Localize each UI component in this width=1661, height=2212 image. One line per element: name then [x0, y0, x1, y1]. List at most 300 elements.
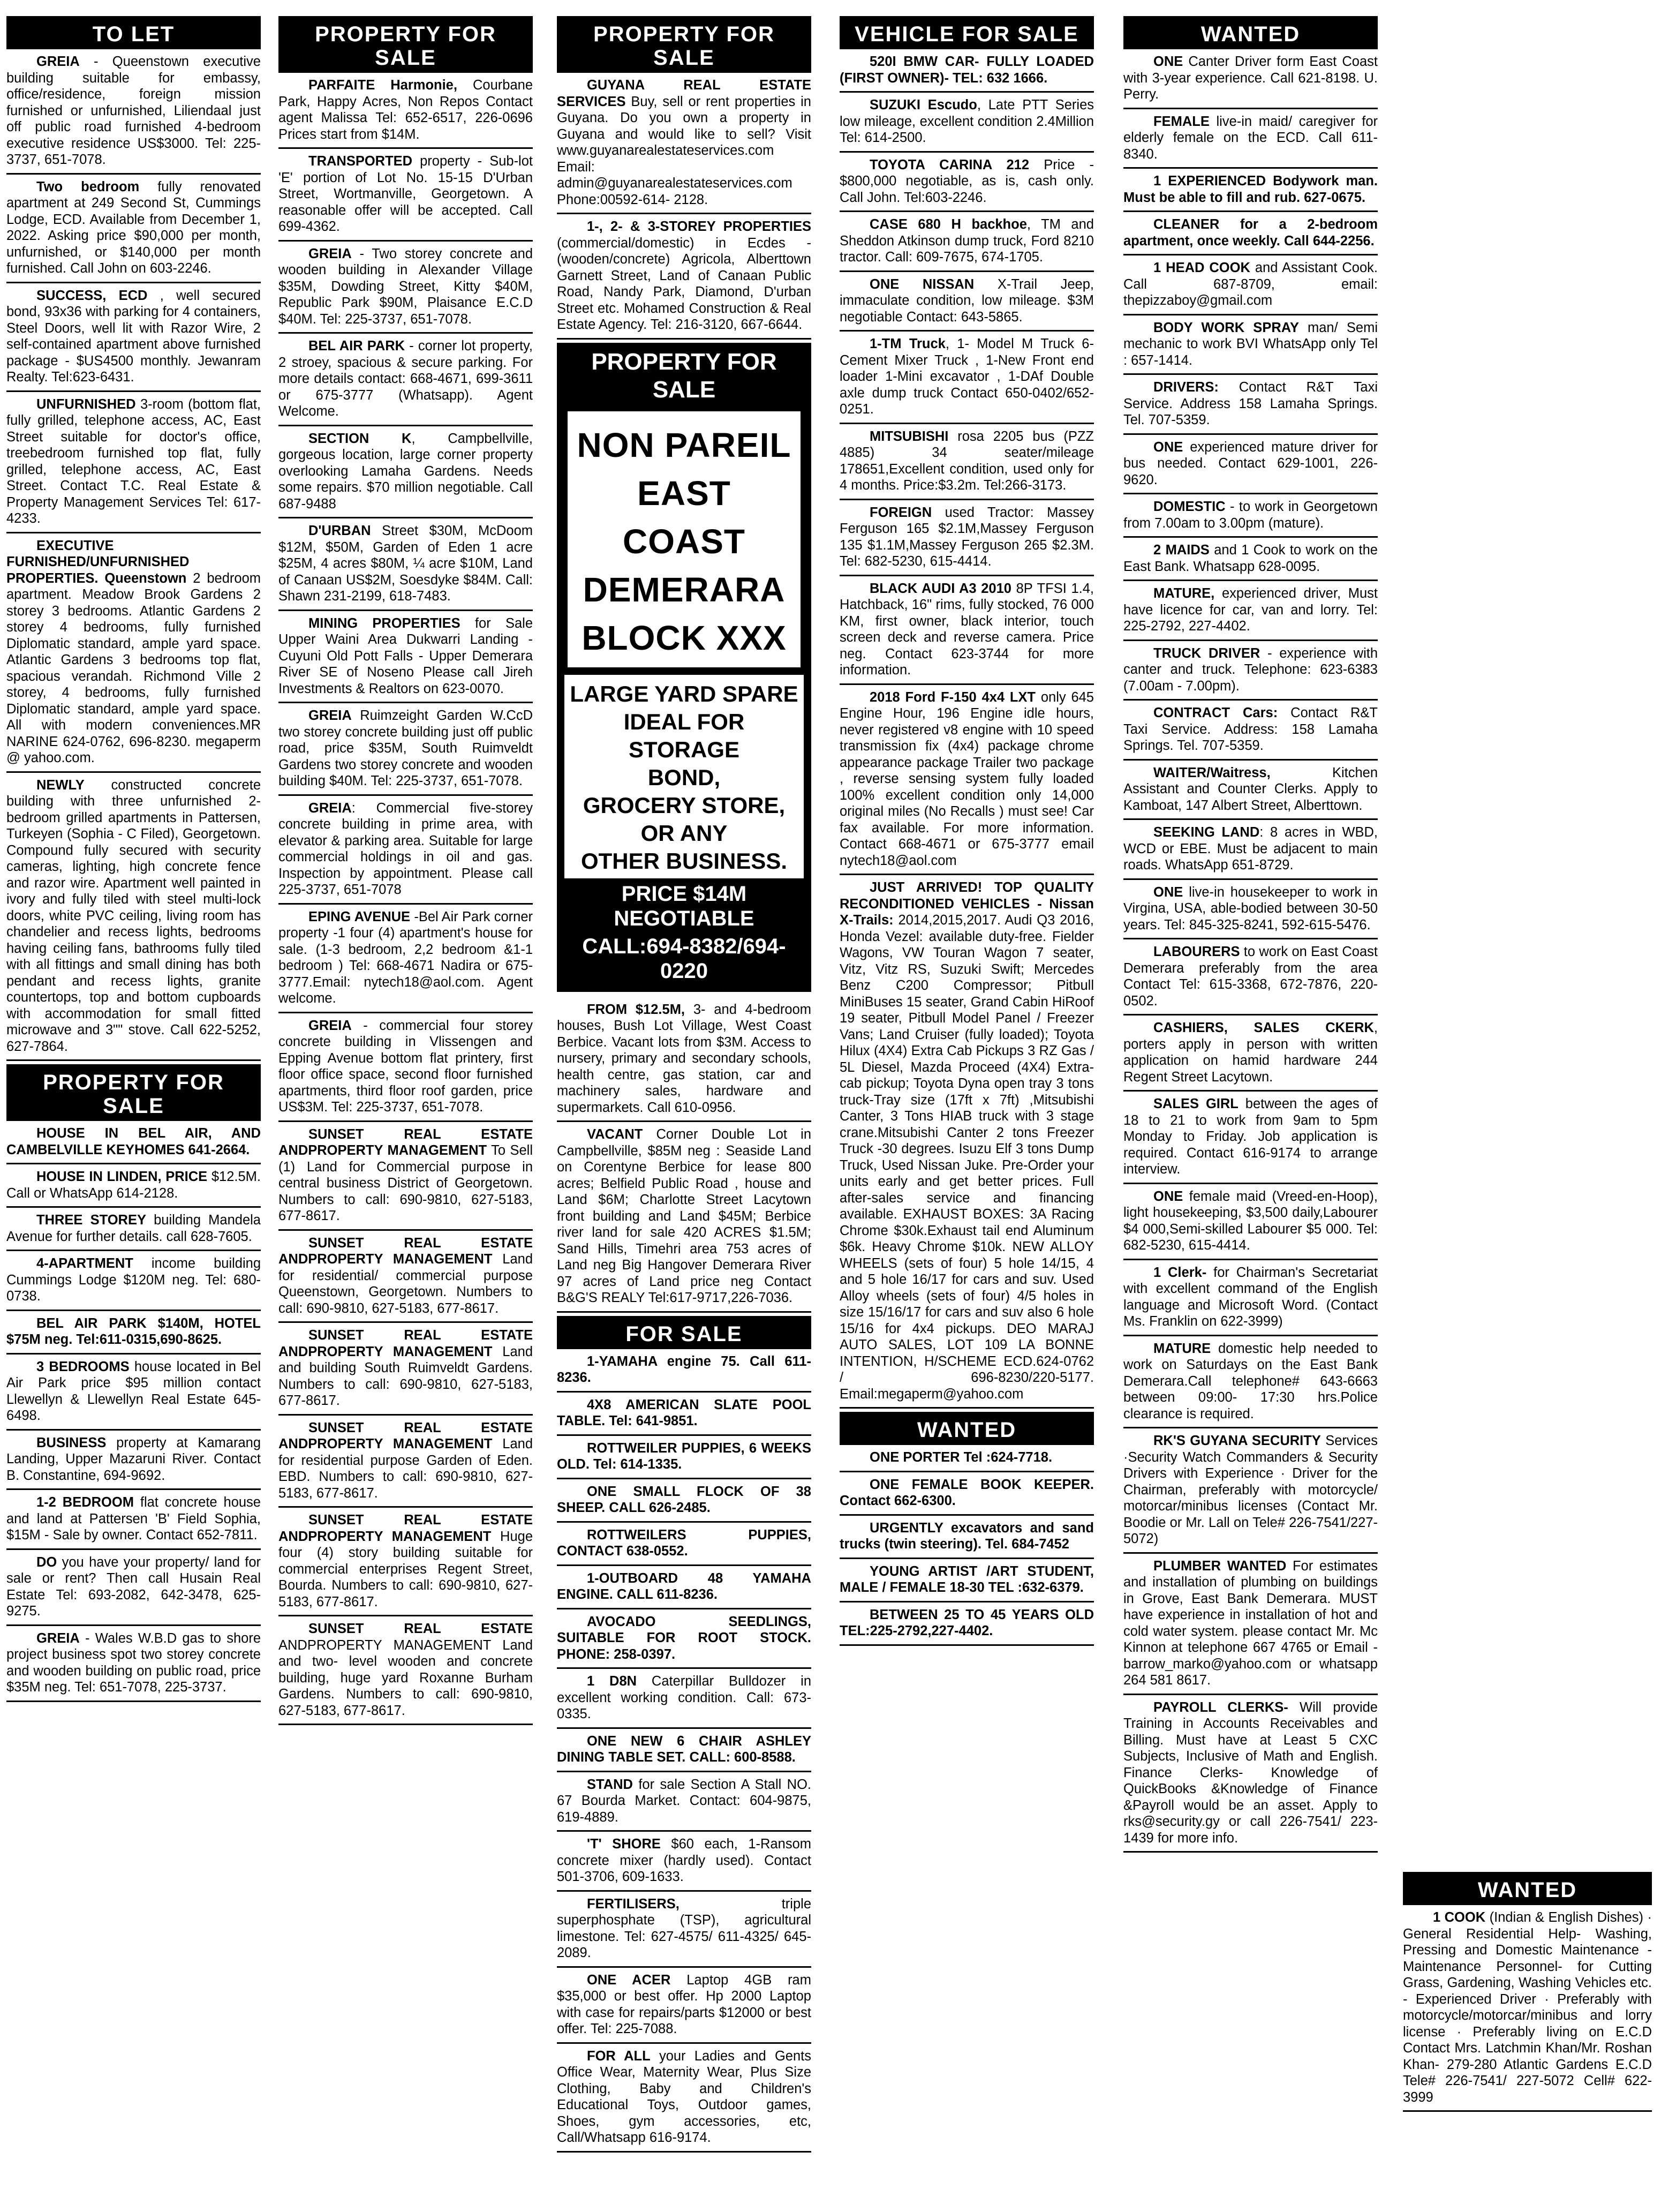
ad-lead: AVOCADO SEEDLINGS, SUITABLE FOR ROOT STOCK. PHONE: 258-0397.: [557, 1614, 811, 1662]
classified-ad: [557, 1772, 811, 1832]
classified-ad: [278, 73, 533, 149]
ad-text: 2014,2015,2017. Audi Q3 2016, Honda Vezel: available duty-free. Fielder Wagons, VW Touran Wagon 7 seater, Vitz, Vitz RS, Suzuki Swift; Mercedes Benz C200 Compressor; Pitbull MiniBuses 15 seater, Grand Cabin HiRoof 19 seater, Pitbull Model Panel / Freezer Vans; Land Cruiser (fully loaded); Toyota Hilux (4X4) Extra Cab Pickups 3 RZ Gas / 5L Diesel, Mazda Proceed (4X4) Extra-cab pickup; Toyota Dyna open tray 3 tons truck-Tray size (17ft x 7ft) ,Mitsubishi Canter, 3 Tons HIAB truck with 3 stage crane.Mitsubishi Canter 2 tons Freezer Truck -30 degrees. Isuzu Elf 3 tons Dump Truck, Used Nissan Juke. Pre-Order your units early and get better prices. Full after-sales service and financing available. EXHAUST BOXES: 3A Racing Chrome $30k.Exhaust tail end Aluminum $6k. Heavy Chrome $10k. NEW ALLOY WHEELS (sets of four) 5 hole 14/15, 4 and 5 hole 16/17 for cars and suv. Used Alloy wheels (sets of four) 4/5 holes in size 15/16/17 for cars and suv also 6 hole 15/16 for 4x4 pickups. DEO MARAJ AUTO SALES, LOT 109 LA BONNE INTENTION, H/SCHEME ECD.624-0762 / 696-8230/220-5177. Email:megaperm@yahoo.com: [840, 913, 1094, 1402]
ad-lead: TRANSPORTED: [308, 154, 413, 169]
column-4: [840, 16, 1094, 1646]
ad-lead: ONE NISSAN: [870, 276, 975, 292]
ad-text: flat concrete house and land at Pattersen 'B' Field Sophia, $15M - Sale by owner. Contact 652-7811.: [6, 1495, 261, 1543]
classified-ad: [278, 426, 533, 519]
ad-lead: GUYANA REAL ESTATE SERVICES: [557, 78, 811, 109]
display-ad-body-line: OTHER BUSINESS.: [580, 848, 788, 874]
classified-ad: [1123, 1260, 1378, 1336]
ad-lead: ONE: [1153, 439, 1183, 455]
classified-ad: [840, 272, 1094, 332]
property-for-sale-list-2: [278, 73, 533, 1725]
classified-ad: [557, 73, 811, 214]
ad-lead: 4X8 AMERICAN SLATE POOL TABLE. Tel: 641-9851.: [557, 1397, 811, 1428]
section-header-to-let: TO LET: [6, 16, 261, 49]
property-for-sale-list-1: [6, 1121, 261, 1702]
ad-lead: SUNSET REAL ESTATE ANDPROPERTY MANAGEMENT: [278, 1420, 533, 1451]
ad-text: Canter Driver form East Coast with 3-year experience. Call 621-8198. U. Perry.: [1123, 54, 1378, 102]
column-3: [557, 16, 811, 2153]
classified-ad: [1123, 1336, 1378, 1429]
classified-ad: [557, 2044, 811, 2153]
ad-lead: 1-TM Truck: [870, 336, 946, 351]
ad-lead: STAND: [587, 1777, 633, 1792]
ad-lead: DRIVERS:: [1153, 380, 1219, 395]
ad-lead: MATURE: [1153, 1341, 1211, 1356]
ad-lead: GREIA: [36, 1630, 80, 1646]
ad-text: Price - $800,000 negotiable, as is, cash only. Call John. Tel:603-2246.: [840, 157, 1094, 205]
ad-text: between the ages of 18 to 21 to work from 9am to 5pm Monday to Friday. Job application is required. Contact 616-9174 to arrange interview.: [1123, 1096, 1378, 1177]
ad-lead: GREIA: [308, 800, 352, 816]
ad-text: - to work in Georgetown from 7.00am to 3.00pm (mature).: [1123, 499, 1378, 531]
ad-lead: SUNSET REAL ESTATE: [308, 1621, 533, 1636]
classified-ad: [1123, 538, 1378, 581]
classified-ad: [1123, 1428, 1378, 1554]
classified-ad: [278, 242, 533, 334]
ad-text: Corner Double Lot in Campbellville, $85M neg : Seaside Land on Corentyne Berbice for lease 800 acres; Belfield Public Road , house and Land $6M; Charlotte Street Lacytown front building and Land $45M; Berbice river land for sale 420 ACRES $1.5M; Sand Hills, Timehri area 753 acres of Land neg Big Hangover Demerara River 97 acres of Land price neg Contact B&G'S REALY Tel:617-9717,226-7036.: [557, 1127, 811, 1305]
section-header-vehicle-for-sale: VEHICLE FOR SALE: [840, 16, 1094, 49]
classified-ad: [278, 1013, 533, 1122]
classified-ad: [278, 334, 533, 426]
classified-ad: [1123, 1015, 1378, 1092]
classified-ad: [278, 518, 533, 611]
ad-lead: ROTTWEILERS PUPPIES, CONTACT 638-0552.: [557, 1527, 811, 1559]
ad-lead: URGENTLY excavators and sand trucks (twin steering). Tel. 684-7452: [840, 1520, 1094, 1552]
ad-text: X-Trail Jeep, immaculate condition, low mileage. $3M negotiable Contact: 643-5865.: [840, 276, 1094, 325]
classified-ad: [557, 1523, 811, 1566]
ad-lead: CASHIERS, SALES CKERK: [1153, 1020, 1374, 1035]
ad-lead: ONE ACER: [587, 1972, 671, 1988]
display-ad-non-pareil: [557, 343, 811, 992]
ad-text: 2 bedroom apartment. Meadow Brook Gardens 2 storey 3 bedrooms. Atlantic Gardens 2 storey 4 bedrooms, fully furnished Diplomatic standard, ample yard space. Atlantic Gardens 3 bedrooms top flat, spacious verandah. Richmond Ville 2 storey, 4 bedrooms, fully furnished Diplomatic standard, ample yard space. All with modern conveniences.MR NARINE 624-0762, 696-8230. megaperm @ yahoo.com.: [6, 570, 261, 765]
classified-ad: [6, 773, 261, 1062]
ad-text: Land for residential purpose Garden of Eden. EBD. Numbers to call: 690-9810, 627-5183, 677-8617.: [278, 1436, 533, 1501]
classified-ad: [6, 1208, 261, 1251]
ad-text: Will provide Training in Accounts Receivables and Billing. Must have at Least 5 CXC Subjects, Inclusive of Math and English. Finance Clerks- Knowledge of QuickBooks &Knowledge of Finance &Payroll would be an asset. Apply to rks@security.gy or call 226-7541/ 223-1439 for more info.: [1123, 1699, 1378, 1846]
ad-lead: 3 BEDROOMS: [36, 1359, 130, 1374]
ad-text: Caterpillar Bulldozer in excellent working condition. Call: 673-0335.: [557, 1674, 811, 1721]
ad-text: For estimates and installation of plumbing on buildings in Grove, East Bank Demerara. MUST have experience in installation of hot and cold water system. please contact Mr. Mc Kinnon at telephone 667 4765 or Email - barrow_marko@yahoo.com or whatsapp 264 581 8617.: [1123, 1558, 1378, 1688]
ad-lead: SUNSET REAL ESTATE ANDPROPERTY MANAGEMENT: [278, 1328, 533, 1359]
classified-ad: [840, 576, 1094, 685]
ad-lead: 520I BMW CAR- FULLY LOADED (FIRST OWNER)- TEL: 632 1666.: [840, 54, 1094, 86]
classified-ad: [840, 1559, 1094, 1602]
ad-lead: BODY WORK SPRAY: [1153, 320, 1299, 335]
ad-lead: MINING PROPERTIES: [308, 615, 460, 631]
ad-lead: ONE FEMALE BOOK KEEPER. Contact 662-6300.: [840, 1477, 1094, 1508]
classified-ad: [1123, 255, 1378, 315]
ad-lead: RK'S GUYANA SECURITY: [1153, 1433, 1321, 1448]
classified-ad: [6, 1550, 261, 1626]
ad-lead: ONE SMALL FLOCK OF 38 SHEEP. CALL 626-2485.: [557, 1484, 811, 1515]
classified-ad: [278, 1323, 533, 1416]
ad-text: Contact R&T Taxi Service. Address 158 Lamaha Springs. Tel. 707-5359.: [1123, 380, 1378, 427]
display-ad-body-line: IDEAL FOR STORAGE: [623, 709, 745, 762]
ad-lead: ONE: [1153, 1188, 1183, 1204]
classified-ad: [840, 93, 1094, 153]
ad-lead: TOYOTA CARINA 212: [870, 157, 1030, 172]
display-ad-body-line: BOND,: [647, 764, 721, 790]
display-ad-call: CALL:694-8382/694-0220: [582, 934, 786, 983]
property-for-sale-list-3-bottom: [557, 997, 811, 1313]
to-let-list: [6, 49, 261, 1061]
ad-lead: EPING AVENUE: [308, 909, 411, 924]
ad-lead: BETWEEN 25 TO 45 YEARS OLD TEL:225-2792,227-4402.: [840, 1607, 1094, 1638]
classified-ad: [278, 149, 533, 242]
ad-lead: HOUSE IN LINDEN, PRICE: [36, 1169, 208, 1184]
classified-ad: [1123, 1092, 1378, 1184]
classified-ad: [840, 332, 1094, 424]
ad-lead: GREIA: [308, 1018, 352, 1033]
classified-ad: [6, 1626, 261, 1702]
ad-lead: DOMESTIC: [1153, 499, 1226, 514]
classified-ad: [6, 49, 261, 175]
wanted-list-2: [1123, 49, 1378, 1853]
ad-text: , 1- Model M Truck 6-Cement Mixer Truck , 1-New Front end loader 1-Mini excavator , 1-DAf Double axle dump truck Contact 650-0402/652-0251.: [840, 336, 1094, 417]
classified-ad: [1123, 169, 1378, 212]
ad-lead: Two bedroom: [36, 179, 140, 194]
ad-lead: FERTILISERS,: [587, 1896, 680, 1912]
ad-lead: BEL AIR PARK $140M, HOTEL $75M neg. Tel:611-0315,690-8625.: [6, 1315, 261, 1347]
ad-text: for Chairman's Secretariat with excellent command of the English language and Microsoft Word. (Contact Ms. Franklin on 622-3999): [1123, 1265, 1378, 1329]
ad-text: Services ·Security Watch Commanders & Security Drivers with Experience · Driver for the Chairman, preferably with motorcycle/ motorcar/minibus licenses (Contact Mr. Boodie or Mr. Lall on Tele# 226-7541/227-5072): [1123, 1433, 1378, 1546]
ad-text: Contact R&T Taxi Service. Address: 158 Lamaha Springs. Tel. 707-5359.: [1123, 705, 1378, 753]
ad-lead: BLACK AUDI A3 2010: [870, 581, 1011, 596]
column-6: [1403, 1872, 1652, 2112]
column-2: [278, 16, 533, 1725]
ad-lead: 1-, 2- & 3-STOREY PROPERTIES: [587, 219, 811, 234]
ad-lead: GREIA: [308, 246, 352, 261]
classified-ad: [1123, 1695, 1378, 1853]
ad-lead: VACANT: [587, 1127, 643, 1142]
classified-ad: [6, 1355, 261, 1431]
classified-ad: [557, 997, 811, 1123]
ad-text: fully renovated apartment at 249 Second St, Cummings Lodge, ECD. Available from December 1, 2022. Asking price $90,000 per month, unfurnished, or $140,000 per month furnished. Call John on 603-2246.: [6, 179, 261, 276]
ad-lead: FOR ALL: [587, 2048, 651, 2064]
classified-ad: [6, 1121, 261, 1164]
classified-ad: [840, 153, 1094, 213]
classified-ad: [557, 1479, 811, 1523]
ad-text: income building Cummings Lodge $120M neg. Tel: 680-0738.: [6, 1256, 261, 1304]
property-for-sale-list-3-top: [557, 73, 811, 340]
classified-ad: [278, 1231, 533, 1323]
ad-lead: 1 HEAD COOK: [1153, 260, 1250, 275]
ad-lead: SUZUKI Escudo: [870, 97, 977, 112]
ad-lead: ONE NEW 6 CHAIR ASHLEY DINING TABLE SET. CALL: 600-8588.: [557, 1733, 811, 1765]
ad-lead: FROM $12.5M,: [587, 1002, 685, 1017]
ad-text: Kitchen Assistant and Counter Clerks. Apply to Kamboat, 147 Albert Street, Alberttown.: [1123, 765, 1378, 813]
display-ad-title-line: BLOCK XXX: [582, 618, 787, 657]
ad-text: house located in Bel Air Park price $95 million contact Llewellyn & Llewellyn Real Estate 645-6498.: [6, 1359, 261, 1423]
ad-text: (Indian & English Dishes) · General Residential Help- Washing, Pressing and Domestic Maintenance - Maintenance Personnel- for Cutting Grass, Gardening, Washing Vehicles etc. - Experienced Driver · Preferably with motorcycle/motorcar/minibus and lorry license · Preferably living on E.C.D Contact Mrs. Latchmin Khan/Mr. Roshan Khan- 279-280 Atlantic Gardens E.C.D Tele# 226-7541/ 227-5072 Cell# 622-3999: [1403, 1910, 1652, 2105]
classified-ad: [840, 424, 1094, 500]
ad-lead: 1-2 BEDROOM: [36, 1495, 134, 1510]
classified-ad: [1123, 1554, 1378, 1695]
classified-ad: [557, 1729, 811, 1772]
classified-ad: [1123, 494, 1378, 538]
ad-text: property at Kamarang Landing, Upper Mazaruni River. Contact B. Constantine, 694-9692.: [6, 1435, 261, 1483]
classified-ad: [557, 1122, 811, 1313]
classified-ad: [840, 1472, 1094, 1516]
ad-text: Buy, sell or rent properties in Guyana. Do you own a property in Guyana and would like to sell? Visit www.guyanarealestateservices.com Email: admin@guyanarealestateservices.com Phone:00592-614- 2128.: [557, 94, 811, 207]
ad-lead: FOREIGN: [870, 505, 932, 520]
display-ad-title-line: NON PAREIL: [577, 425, 791, 464]
classified-ad: [6, 1251, 261, 1311]
ad-text: - experience with canter and truck. Telephone: 623-6383 (7.00am - 7.00pm).: [1123, 645, 1378, 694]
section-header-property-for-sale-2: PROPERTY FOR SALE: [278, 16, 533, 73]
ad-lead: 1 D8N: [587, 1674, 637, 1689]
classified-ad: [1123, 880, 1378, 940]
ad-lead: BUSINESS: [36, 1435, 107, 1450]
ad-lead: 1 Clerk-: [1153, 1265, 1207, 1280]
ad-text: -Bel Air Park corner property -1 four (4) apartment's house for sale. (1-3 bedroom, 2,2 bedroom &1-1 bedroom ) Tel: 668-4671 Nadira or 675-3777.Email: nytech18@aol.com. Agent welcome.: [278, 909, 533, 1006]
ad-text: female maid (Vreed-en-Hoop), light housekeeping, $3,500 daily,Labourer $4 000,Semi-skilled Labourer $5 000. Tel: 682-5230, 615-4414.: [1123, 1188, 1378, 1253]
ad-lead: ONE PORTER Tel :624-7718.: [870, 1450, 1053, 1465]
classified-ad: [1123, 212, 1378, 255]
classified-ad: [840, 212, 1094, 272]
ad-lead: THREE STOREY: [36, 1213, 146, 1228]
ad-text: used Tractor: Massey Ferguson 165 $2.1M,Massey Ferguson 135 $1.1M,Massey Ferguson 265 $2.3M. Tel: 682-5230, 615-4414.: [840, 505, 1094, 569]
classified-ad: [557, 1566, 811, 1609]
ad-text: property - Sub-lot 'E' portion of Lot No. 15-15 D'Urban Street, Wortmanville, Georgetown. A reasonable offer will be accepted. Call 699-4362.: [278, 154, 533, 234]
column-5: [1123, 16, 1378, 1853]
classified-ad: [840, 1516, 1094, 1559]
classified-ad: [1403, 1905, 1652, 2112]
ad-lead: DO: [36, 1554, 57, 1570]
ad-text: 3-room (bottom flat, fully grilled, telephone access, AC, East Street suitable for doctor's office, treebedroom furnished top flat, fully grilled, telephone access, AC, East Street. Contact T.C. Real Estate & Property Management Services Tel: 617-4233.: [6, 396, 261, 526]
ad-text: To Sell (1) Land for Commercial purpose in central business District of Georgetown. Numbers to call: 690-9810, 627-5183, 677-8617.: [278, 1143, 533, 1223]
classified-ad: [840, 49, 1094, 93]
section-header-for-sale: FOR SALE: [557, 1316, 811, 1349]
ad-text: building Mandela Avenue for further details. call 628-7605.: [6, 1213, 261, 1244]
ad-lead: MATURE,: [1153, 586, 1215, 601]
ad-text: Land and building South Ruimveldt Gardens. Numbers to call: 690-9810, 627-5183, 677-8617.: [278, 1344, 533, 1408]
ad-lead: 1-YAMAHA engine 75. Call 611-8236.: [557, 1353, 811, 1385]
classified-ad: [840, 875, 1094, 1409]
ad-text: triple superphosphate (TSP), agricultural limestone. Tel: 627-4575/ 611-4325/ 645-2089.: [557, 1896, 811, 1960]
classified-ad: [6, 1164, 261, 1208]
ad-text: man/ Semi mechanic to work BVI WhatsApp only Tel : 657-1414.: [1123, 320, 1378, 368]
ad-text: 8P TFSI 1.4, Hatchback, 16" rims, fully stocked, 76 000 KM, first owner, black interior, touch screen deck and reverse camera. Price neg. Contact 623-3744 for more information.: [840, 581, 1094, 678]
classified-ad: [6, 1311, 261, 1355]
display-ad-title-line: EAST COAST: [623, 473, 745, 561]
ad-lead: 2018 Ford F-150 4x4 LXT: [870, 689, 1036, 705]
classified-ad: [1123, 761, 1378, 821]
ad-text: your Ladies and Gents Office Wear, Maternity Wear, Plus Size Clothing, Baby and Children's Educational Toys, Outdoor games, Shoes, gym accessories, etc, Call/Whatsapp 616-9174.: [557, 2048, 811, 2145]
display-ad-body-line: OR ANY: [640, 820, 728, 846]
display-ad-body-line: LARGE YARD SPARE: [570, 681, 798, 706]
classified-ad: [1123, 701, 1378, 761]
classified-ad: [557, 1436, 811, 1479]
wanted-list-3: [1403, 1905, 1652, 2112]
classified-ad: [1123, 1184, 1378, 1260]
classified-ad: [1123, 939, 1378, 1015]
ad-lead: SALES GIRL: [1153, 1096, 1239, 1111]
classified-ad: [278, 611, 533, 704]
ad-lead: GREIA: [36, 54, 80, 69]
classified-ad: [6, 1490, 261, 1550]
display-ad-price: PRICE $14M NEGOTIABLE: [614, 882, 754, 930]
classified-ad: [1123, 820, 1378, 880]
classified-ad: [1123, 435, 1378, 495]
ad-text: domestic help needed to work on Saturdays on the East Bank Demerara.Call telephone# 643-6663 between 09:00- 17:30 hrs.Police clearance is required.: [1123, 1341, 1378, 1421]
section-header-wanted-1: WANTED: [840, 1412, 1094, 1445]
ad-text: (commercial/domestic) in Ecdes - (wooden/concrete) Agricola, Alberttown Garnett Street, Land of Canaan Public Road, Nandy Park, Diamond, D'urban Street etc. Mohamed Construction & Real Estate Agency. Tel: 216-3120, 667-6644.: [557, 235, 811, 332]
ad-text: 3- and 4-bedroom houses, Bush Lot Village, West Coast Berbice. Vacant lots from $3M. Access to nursery, primary and secondary schools, health centre, gas station, car and machinery sales, hardware and supermarkets. Call 610-0956.: [557, 1002, 812, 1115]
classified-ad: [278, 1122, 533, 1231]
ad-lead: MITSUBISHI: [870, 428, 949, 444]
ad-text: ANDPROPERTY MANAGEMENT Land and two- level wooden and concrete building, huge yard Roxanne Burham Gardens. Numbers to call: 690-9810, 627-5183, 677-8617.: [278, 1637, 533, 1718]
for-sale-list: [557, 1349, 811, 2153]
section-header-property-for-sale-1: PROPERTY FOR SALE: [6, 1064, 261, 1121]
ad-lead: LABOURERS: [1153, 944, 1240, 959]
classified-ad: [278, 703, 533, 796]
ad-text: experienced driver, Must have licence for car, van and lorry. Tel: 225-2792, 227-4402.: [1123, 586, 1378, 634]
classified-ad: [557, 1393, 811, 1436]
ad-lead: JUST ARRIVED! TOP QUALITY RECONDITIONED VEHICLES - Nissan X-Trails:: [840, 880, 1094, 928]
ad-lead: FEMALE: [1153, 114, 1210, 129]
classified-ad: [557, 1669, 811, 1729]
ad-lead: PAYROLL CLERKS-: [1153, 1699, 1288, 1715]
ad-text: - Wales W.B.D gas to shore project business spot two storey concrete and wooden building on public road, price $35M neg. Tel: 651-7078, 225-3737.: [6, 1630, 261, 1695]
ad-lead: D'URBAN: [308, 523, 371, 538]
classified-ad: [557, 1968, 811, 2044]
ad-text: live-in maid/ caregiver for elderly female on the ECD. Call 611-8340.: [1123, 114, 1378, 162]
display-ad-title-line: DEMERARA: [583, 570, 786, 609]
classified-ad: [6, 392, 261, 533]
ad-lead: 1 COOK: [1433, 1910, 1486, 1925]
section-header-property-for-sale-3: PROPERTY FOR SALE: [557, 16, 811, 73]
section-header-wanted-2: WANTED: [1123, 16, 1378, 49]
ad-text: for Sale Upper Waini Area Dukwarri Landing -Cuyuni Old Pott Falls - Upper Demerara River SE of Noseno Please call Jireh Investments & Realtors on 623-0070.: [278, 615, 533, 696]
ad-text: for sale Section A Stall NO. 67 Bourda Market. Contact: 604-9875, 619-4889.: [557, 1777, 811, 1825]
ad-lead: BEL AIR PARK: [308, 338, 405, 353]
classified-ad: [6, 1431, 261, 1491]
vehicle-for-sale-list: [840, 49, 1094, 1409]
classified-ad: [278, 1416, 533, 1508]
wanted-list-1: [840, 1445, 1094, 1646]
classified-ad: [557, 1832, 811, 1892]
ad-lead: SUNSET REAL ESTATE ANDPROPERTY MANAGEMENT: [278, 1126, 533, 1158]
classified-ad: [557, 1609, 811, 1669]
ad-text: - commercial four storey concrete building in Vlissengen and Epping Avenue bottom flat printery, first floor office space, second floor furnished apartments, third floor roof garden, price US$3M. Tel: 225-3737, 651-7078.: [278, 1018, 533, 1115]
classified-ad: [6, 175, 261, 283]
ad-text: rosa 2205 bus (PZZ 4885) 34 seater/mileage 178651,Excellent condition, used only for 4 months. Price:$3.2m. Tel:266-3173.: [840, 428, 1094, 493]
classified-ad: [1123, 49, 1378, 109]
classified-ad: [840, 685, 1094, 876]
ad-lead: SUNSET REAL ESTATE ANDPROPERTY MANAGEMENT: [278, 1513, 533, 1544]
ad-text: Huge four (4) story building suitable for commercial enterprises Regent Street, Bourda. Numbers to call: 690-9810, 627-5183, 677-8617.: [278, 1529, 533, 1609]
ad-text: - corner lot property, 2 stroey, spacious & secure parking. For more details contact: 668-4671, 699-3611 or 675-3777 (Whatsapp). Agent Welcome.: [278, 338, 533, 419]
classified-ad: [1123, 375, 1378, 435]
ad-lead: UNFURNISHED: [36, 396, 136, 412]
ad-lead: CONTRACT Cars:: [1153, 705, 1278, 720]
classified-ad: [1123, 109, 1378, 169]
classified-ad: [1123, 641, 1378, 701]
ad-text: Land for residential/ commercial purpose Queenstown, Georgetown. Numbers to call: 690-9810, 627-5183, 677-8617.: [278, 1252, 533, 1316]
classified-ad: [557, 214, 811, 340]
ad-text: - Two storey concrete and wooden building in Alexander Village $35M, Dowding Street, Kitty $40M, Republic Park $90M, Plaisance E.C.D $40M. Tel: 225-3737, 651-7078.: [278, 246, 533, 327]
ad-lead: 'T' SHORE: [587, 1837, 661, 1852]
ad-lead: NEWLY: [36, 777, 85, 793]
ad-lead: 2 MAIDS: [1153, 543, 1210, 558]
ad-lead: 4-APARTMENT: [36, 1256, 133, 1271]
ad-text: , Campbellville, gorgeous location, large corner property overlooking Lamaha Gardens. Needs some repairs. $70 million negotiable. Call 687-9488: [278, 431, 533, 511]
classified-ad: [278, 1508, 533, 1616]
classified-ad: [840, 1602, 1094, 1646]
classified-ad: [557, 1349, 811, 1393]
ad-text: - Queenstown executive building suitable for embassy, office/residence, foreign mission furnished or unfurnished, Liliendaal just off public road furnished 4-bedroom executive residence US$3000. Tel: 225-3737, 651-7078.: [6, 54, 261, 167]
classified-ad: [840, 1445, 1094, 1472]
ad-lead: PARFAITE Harmonie,: [308, 78, 457, 93]
display-ad-body: [564, 675, 804, 878]
ad-text: and 1 Cook to work on the East Bank. Whatsapp 628-0095.: [1123, 543, 1378, 574]
ad-text: and Assistant Cook. Call 687-8709, email: thepizzaboy@gmail.com: [1123, 260, 1378, 308]
ad-lead: TRUCK DRIVER: [1153, 645, 1260, 661]
ad-text: , TM and Sheddon Atkinson dump truck, Ford 8210 tractor. Call: 609-7675, 674-1705.: [840, 217, 1094, 265]
ad-lead: ROTTWEILER PUPPIES, 6 WEEKS OLD. Tel: 614-1335.: [557, 1440, 811, 1472]
ad-text: : 8 acres in WBD, WCD or EBE. Must be adjacent to main roads. WhatsApp 651-8729.: [1123, 825, 1378, 872]
ad-text: , Late PTT Series low mileage, excellent condition 2.4Million Tel: 614-2500.: [840, 97, 1094, 145]
ad-text: you have your property/ land for sale or rent? Then call Husain Real Estate Tel: 693-2082, 642-3478, 625-9275.: [6, 1554, 261, 1619]
display-ad-title: [564, 408, 804, 671]
ad-lead: GREIA: [308, 708, 352, 723]
display-ad-heading: PROPERTY FOR SALE: [591, 348, 777, 403]
ad-lead: 1 EXPERIENCED Bodywork man. Must be able to fill and rub. 627-0675.: [1123, 174, 1378, 205]
ad-text: , porters apply in person with written application on hamid hardware 244 Regent Street Lacytown.: [1123, 1020, 1378, 1085]
classified-ad: [1123, 581, 1378, 641]
classified-ad: [278, 1616, 533, 1725]
classified-ad: [278, 905, 533, 1013]
ad-lead: SECTION K: [308, 431, 412, 446]
ad-text: $12.5M. Call or WhatsApp 614-2128.: [6, 1169, 261, 1201]
ad-lead: HOUSE IN BEL AIR, AND CAMBELVILLE KEYHOMES 641-2664.: [6, 1126, 261, 1157]
ad-text: experienced mature driver for bus needed. Contact 629-1001, 226-9620.: [1123, 439, 1378, 487]
classified-ad: [278, 796, 533, 905]
ad-text: , well secured bond, 93x36 with parking for 4 containers, Steel Doors, well lit with Razor Wire, 2 self-contained apartment above furnished package - $US4500 monthly. Jewanram Realty. Tel:623-6431.: [6, 288, 261, 385]
ad-lead: PLUMBER WANTED: [1153, 1558, 1287, 1574]
ad-lead: SUNSET REAL ESTATE ANDPROPERTY MANAGEMENT: [278, 1235, 533, 1267]
ad-text: to work on East Coast Demerara preferably from the area Contact Tel: 615-3368, 672-7876, 220-0502.: [1123, 944, 1378, 1009]
ad-text: Courbane Park, Happy Acres, Non Repos Contact agent Malissa Tel: 652-6517, 226-0696 Prices start from $14M.: [278, 78, 533, 142]
classified-ad: [6, 533, 261, 773]
ad-lead: ONE: [1153, 884, 1183, 900]
ad-lead: WAITER/Waitress,: [1153, 765, 1271, 780]
classified-ad: [1123, 315, 1378, 375]
ad-lead: CLEANER for a 2-bedroom apartment, once weekly. Call 644-2256.: [1123, 217, 1378, 249]
ad-lead: SEEKING LAND: [1153, 825, 1260, 840]
ad-text: only 645 Engine Hour, 196 Engine idle hours, never registered v8 engine with 10 speed transmission fix (4x4) package chrome appearance package Trailer two package , reverse sensing system fully loaded 100% excellent condition only 14,000 original miles (No Recalls ) must see! Car fax available. For more information. Contact 668-4671 or 675-3777 email nytech18@aol.com: [840, 689, 1094, 868]
ad-lead: EXECUTIVE FURNISHED/UNFURNISHED PROPERTIES. Queenstown: [6, 538, 190, 586]
ad-text: Ruimzeight Garden W.CcD two storey concrete building just off public road, price $35M, South Ruimveldt Gardens two storey concrete and wooden building $40M. Tel: 225-3737, 651-7078.: [278, 708, 533, 788]
section-header-wanted-3: WANTED: [1403, 1872, 1652, 1905]
ad-text: $60 each, 1-Ransom concrete mixer (hardly used). Contact 501-3706, 609-1633.: [557, 1837, 811, 1884]
column-1: [6, 16, 261, 1702]
classified-ad: [6, 283, 261, 392]
ad-text: live-in housekeeper to work in Virgina, USA, able-bodied between 30-50 years. Tel: 845-325-8241, 592-615-5476.: [1123, 884, 1378, 932]
classified-ad: [557, 1892, 811, 1968]
ad-text: constructed concrete building with three unfurnished 2-bedroom grilled apartments in Pattersen, Turkeyen (Sophia - C Filed), Georgetown. Compound fully secured with security cameras, lighting, high concrete fence and razor wire. Apartment well painted in ivory and fully tiled with steel multi-lock doors, white PVC ceiling, living room has chandelier and recess lights, bedrooms having ceiling fans, bathrooms fully tiled with all fittings and small dining has both pendant and recess lights, granite countertops, top and bottom cupboards with accommodation for small fitted microwave and 3"" stove. Call 622-5252, 627-7864.: [6, 777, 261, 1054]
ad-lead: CASE 680 H backhoe: [870, 217, 1027, 232]
classified-ad: [840, 500, 1094, 576]
ad-lead: SUCCESS, ECD: [36, 288, 148, 303]
ad-lead: 1-OUTBOARD 48 YAMAHA ENGINE. CALL 611-8236.: [557, 1570, 811, 1602]
ad-lead: ONE: [1153, 54, 1183, 69]
ad-text: Laptop 4GB ram $35,000 or best offer. Hp 2000 Laptop with case for repairs/parts $12000 or best offer. Tel: 225-7088.: [557, 1972, 811, 2036]
display-ad-body-line: GROCERY STORE,: [583, 792, 786, 818]
ad-text: Street $30M, McDoom $12M, $50M, Garden of Eden 1 acre $25M, 4 acres $80M, ¼ acre $10M, Land of Canaan US$2M, Soesdyke $84M. Call: Shawn 231-2199, 618-7483.: [278, 523, 533, 604]
